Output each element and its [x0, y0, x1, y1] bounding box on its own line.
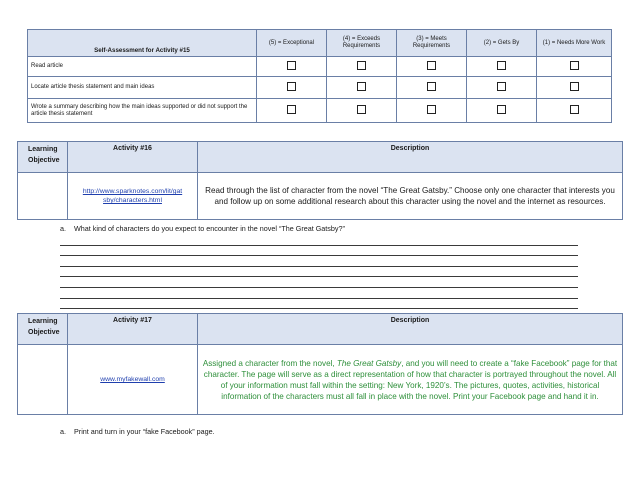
rating-checkbox[interactable] — [287, 61, 296, 70]
answer-line[interactable] — [60, 235, 578, 246]
learning-objective-header: Learning Objective — [18, 142, 68, 173]
rating-checkbox[interactable] — [357, 82, 366, 91]
answer-line[interactable] — [60, 288, 578, 299]
criterion-label: Wrote a summary describing how the main ideas supported or did not support the article thesis statement — [28, 99, 257, 123]
rating-checkbox[interactable] — [287, 82, 296, 91]
rating-column-2: (2) = Gets By — [467, 30, 537, 57]
rating-checkbox[interactable] — [570, 82, 579, 91]
self-assessment-title: Self-Assessment for Activity #15 — [28, 30, 257, 57]
rating-checkbox[interactable] — [427, 105, 436, 114]
description-header: Description — [198, 314, 623, 345]
activity-17-row — [18, 345, 623, 415]
instruction-text: Print and turn in your “fake Facebook” page. — [74, 427, 215, 436]
rating-checkbox[interactable] — [357, 105, 366, 114]
answer-line[interactable] — [60, 267, 578, 278]
rating-checkbox[interactable] — [427, 61, 436, 70]
description-text: Assigned a character from the novel, — [202, 358, 337, 368]
learning-objective-cell — [18, 173, 68, 220]
activity-17-description — [198, 345, 623, 415]
activity-17-header-row — [18, 314, 623, 345]
instruction-letter: a. — [60, 427, 66, 436]
answer-line[interactable] — [60, 277, 578, 288]
myfakewall-link[interactable]: www.myfakewall.com — [68, 345, 198, 415]
criterion-row — [28, 77, 612, 99]
description-text: , and you will need to create a “fake Facebook” page for that character. The page will serve as a direct representation of how that character is portrayed throughout the novel. All of your information must fall within the setting: New York, 1920’s. The pictures, quotes, activities, historical information of the characters must all fall in place with the novel. Print your Facebook page and hand it in. — [203, 358, 618, 401]
criterion-label: Read article — [28, 57, 257, 77]
answer-line[interactable] — [60, 256, 578, 267]
activity-16-header-row — [18, 142, 623, 173]
rating-checkbox[interactable] — [357, 61, 366, 70]
rating-column-1: (1) = Needs More Work — [537, 30, 612, 57]
learning-objective-cell — [18, 345, 68, 415]
rating-checkbox[interactable] — [497, 82, 506, 91]
activity-16-description: Read through the list of character from the novel “The Great Gatsby.” Choose only one character that interests you and follow up on some additional research about this character using the novel and the internet as resources. — [198, 173, 623, 220]
question-text: What kind of characters do you expect to encounter in the novel “The Great Gatsby?” — [74, 224, 345, 233]
rating-column-3: (3) = Meets Requirements — [397, 30, 467, 57]
rating-checkbox[interactable] — [287, 105, 296, 114]
answer-lines[interactable] — [60, 235, 578, 320]
sparknotes-link[interactable]: http://www.sparknotes.com/lit/gatsby/characters.html — [68, 173, 198, 220]
activity-17-table — [17, 313, 623, 415]
rating-checkbox[interactable] — [570, 105, 579, 114]
activity-header: Activity #17 — [68, 314, 198, 345]
rating-checkbox[interactable] — [427, 82, 436, 91]
answer-line[interactable] — [60, 246, 578, 257]
rating-column-5: (5) = Exceptional — [257, 30, 327, 57]
answer-line[interactable] — [60, 299, 578, 310]
activity-header: Activity #16 — [68, 142, 198, 173]
rating-checkbox[interactable] — [497, 61, 506, 70]
rating-column-4: (4) = Exceeds Requirements — [327, 30, 397, 57]
rating-checkbox[interactable] — [570, 61, 579, 70]
rating-checkbox[interactable] — [497, 105, 506, 114]
activity-16-table — [17, 141, 623, 220]
self-assessment-table — [27, 29, 612, 123]
criterion-label: Locate article thesis statement and main ideas — [28, 77, 257, 99]
novel-title: The Great Gatsby — [336, 358, 402, 368]
activity-16-row — [18, 173, 623, 220]
learning-objective-header: Learning Objective — [18, 314, 68, 345]
question-letter: a. — [60, 224, 66, 233]
criterion-row — [28, 99, 612, 123]
criterion-row — [28, 57, 612, 77]
self-assessment-header-row — [28, 30, 612, 57]
description-header: Description — [198, 142, 623, 173]
